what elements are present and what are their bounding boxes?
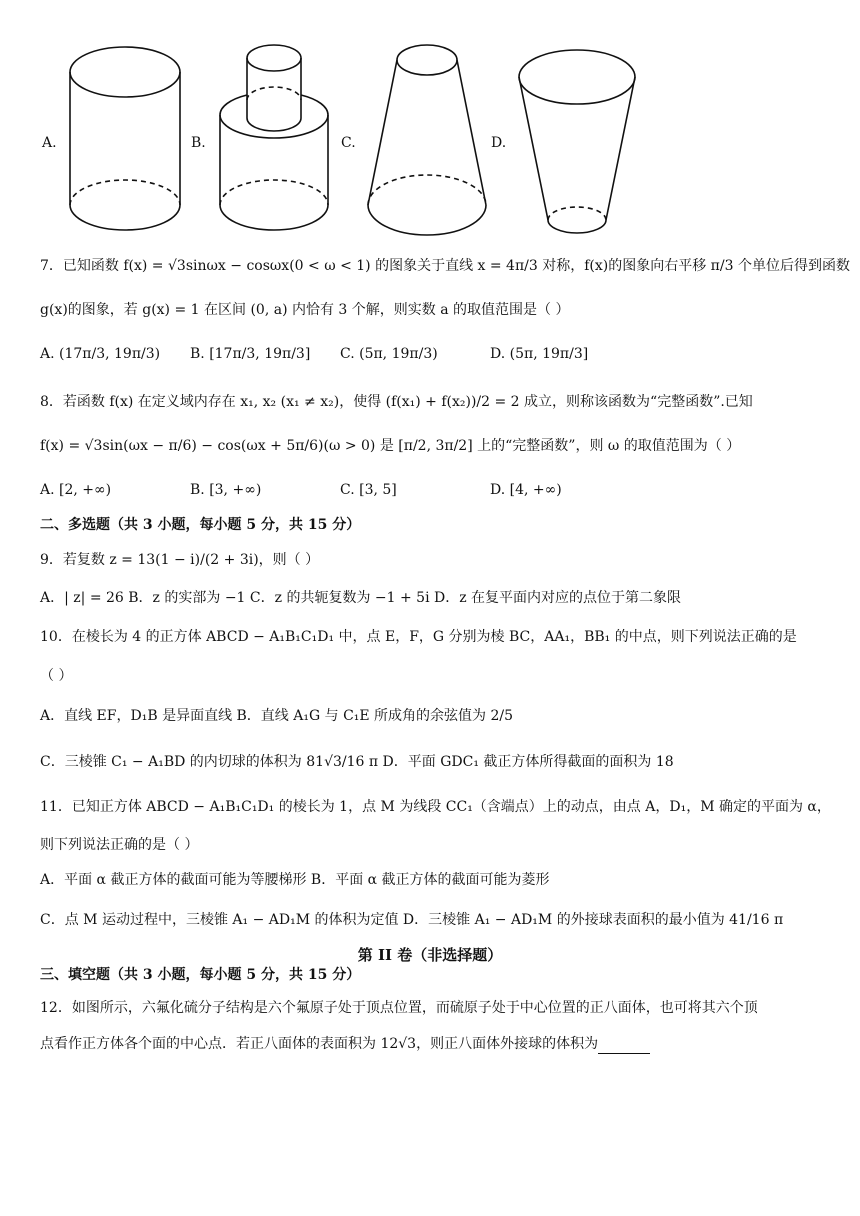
q8-line1: 8．若函数 f(x) 在定义域内存在 x₁, x₂ (x₁ ≠ x₂)，使得 (f(x₁) + f(x₂))/2 = 2 成立，则称该函数为“完整函数”.已知 [40,394,753,410]
q7-option-b: B. [17π/3, 19π/3] [190,346,311,362]
q12-line1: 12．如图所示，六氟化硫分子结构是六个氟原子处于顶点位置，而硫原子处于中心位置的正八面体，也可将其六个顶 [40,1000,758,1016]
q8-line2: f(x) = √3sin(ωx − π/6) − cos(ωx + 5π/6)(ω > 0) 是 [π/2, 3π/2] 上的“完整函数”，则 ω 的取值范围为（ ） [40,438,741,454]
q7-line2: g(x)的图象，若 g(x) = 1 在区间 (0, a) 内恰有 3 个解，则实数 a 的取值范围是（ ） [40,302,570,318]
part2-title: 第 II 卷（非选择题） [357,946,503,964]
figure-a-cylinder [70,47,180,230]
q7-option-a: A. (17π/3, 19π/3) [40,346,161,362]
q7-line1: 7．已知函数 f(x) = √3sinωx − cosωx(0 < ω < 1) 的图象关于直线 x = 4π/3 对称，f(x)的图象向右平移 π/3 个单位后得到函数 [40,258,850,274]
q12-line2 [40,1034,650,1054]
q11-options-ab: A．平面 α 截正方体的截面可能为等腰梯形 B．平面 α 截正方体的截面可能为菱形 [40,872,550,888]
q10-options-ab: A．直线 EF，D₁B 是异面直线 B．直线 A₁G 与 C₁E 所成角的余弦值为 2/5 [40,708,514,724]
figure-b-stacked-cylinders [220,45,328,230]
q10-line1: 10．在棱长为 4 的正方体 ABCD − A₁B₁C₁D₁ 中，点 E，F，G 分别为棱 BC，AA₁，BB₁ 的中点，则下列说法正确的是 [40,629,797,645]
answer-blank[interactable] [598,1039,650,1054]
q11-line2: 则下列说法正确的是（ ） [40,837,199,853]
q8-option-c: C. [3, 5] [340,482,397,498]
q10-options-cd: C．三棱锥 C₁ − A₁BD 的内切球的体积为 81√3/16 π D．平面 GDC₁ 截正方体所得截面的面积为 18 [40,754,674,770]
figure-label-d: D. [491,135,507,151]
figure-c-frustum [368,45,486,235]
q12-text: 点看作正方体各个面的中心点．若正八面体的表面积为 12√3，则正八面体外接球的体积为 [40,1036,599,1052]
q7-option-d: D. (5π, 19π/3] [490,346,589,362]
q8-option-b: B. [3, +∞) [190,482,262,498]
q9-options: A．| z| = 26 B．z 的实部为 −1 C．z 的共轭复数为 −1 + 5i D．z 在复平面内对应的点位于第二象限 [40,590,682,606]
figure-label-b: B. [191,135,206,151]
q11-options-cd: C．点 M 运动过程中，三棱锥 A₁ − AD₁M 的体积为定值 D．三棱锥 A₁ − AD₁M 的外接球表面积的最小值为 41/16 π [40,912,784,928]
figure-label-c: C. [341,135,356,151]
section3-heading: 三、填空题（共 3 小题，每小题 5 分，共 15 分） [40,967,361,983]
q9-line1: 9．若复数 z = 13(1 − i)/(2 + 3i)，则（ ） [40,552,320,568]
q11-line1: 11．已知正方体 ABCD − A₁B₁C₁D₁ 的棱长为 1，点 M 为线段 CC₁（含端点）上的动点，由点 A，D₁，M 确定的平面为 α， [40,799,831,815]
q10-line2: （ ） [40,668,73,684]
section2-heading: 二、多选题（共 3 小题，每小题 5 分，共 15 分） [40,517,361,533]
q8-option-a: A. [2, +∞) [40,482,112,498]
q7-option-c: C. (5π, 19π/3) [340,346,438,362]
figure-d-inverted-frustum [519,50,635,233]
q8-option-d: D. [4, +∞) [490,482,562,498]
solid-figures [0,30,860,240]
figure-label-a: A. [42,135,57,151]
